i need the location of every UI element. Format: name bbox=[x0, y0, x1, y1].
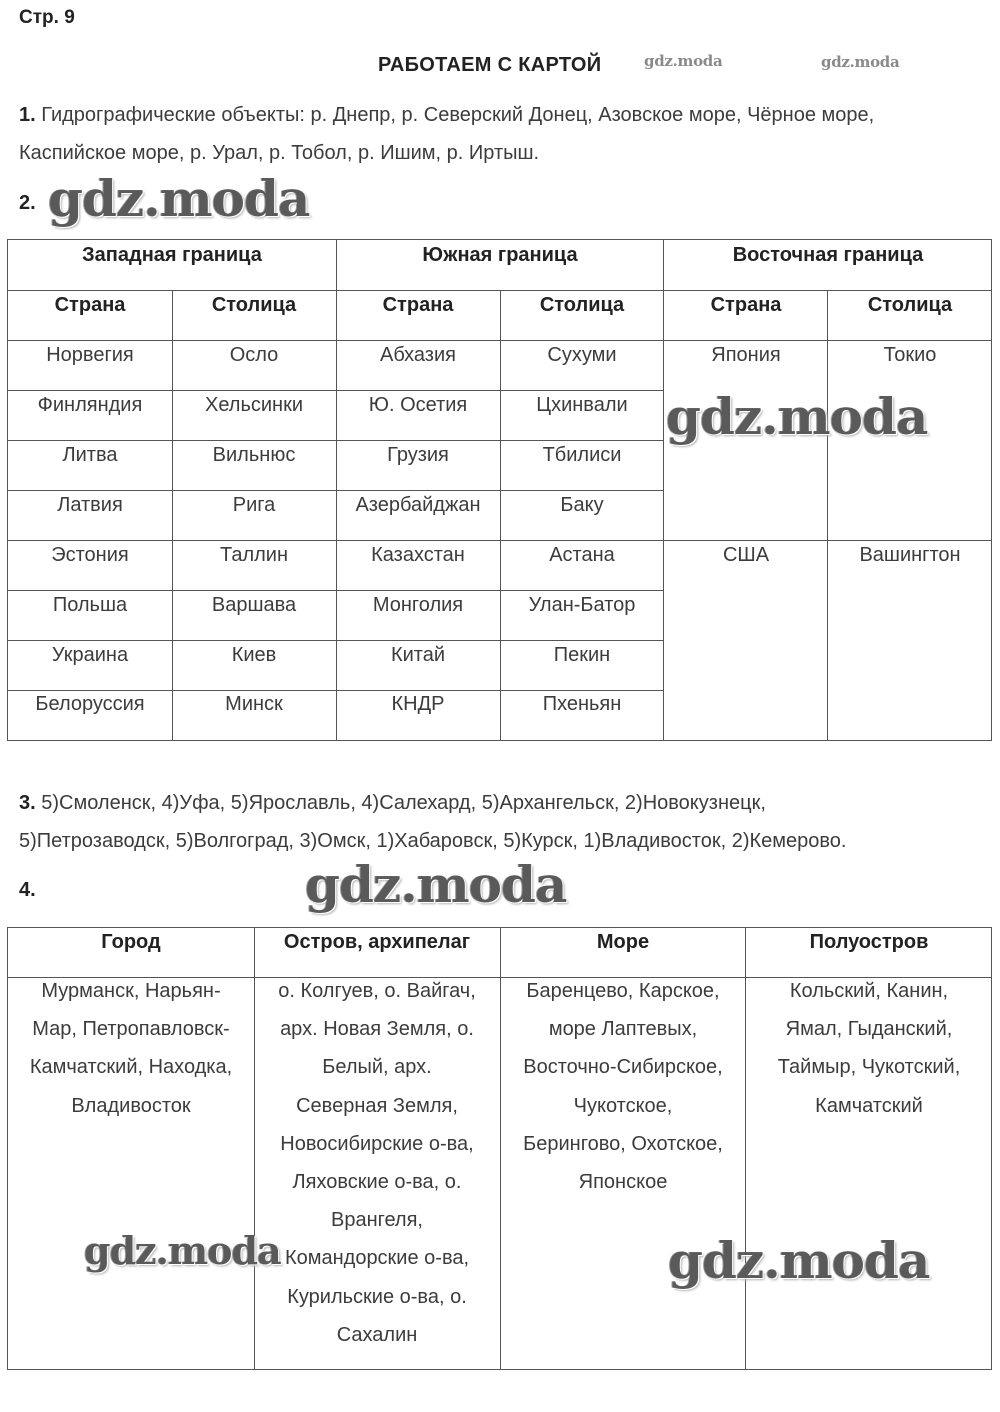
cell-line: Сахалин bbox=[336, 1323, 418, 1346]
cell-line: Баренцево, Карское, bbox=[526, 980, 720, 1002]
page-label: Стр. 9 bbox=[19, 7, 75, 28]
cell-line: Камчатский, Находка, bbox=[29, 1056, 233, 1079]
cell-line: Таймыр, Чукотский, bbox=[777, 1056, 961, 1079]
watermark: gdz.moda bbox=[644, 52, 723, 70]
table-cell: Минск bbox=[225, 693, 283, 715]
task3-line2: 5)Петрозаводск, 5)Волгоград, 3)Омск, 1)Хабаровск, 5)Курск, 1)Владивосток, 2)Кемерово. bbox=[19, 830, 847, 852]
task1-paragraph bbox=[19, 96, 994, 172]
table-cell: Астана bbox=[549, 544, 615, 566]
table-cell: Вильнюс bbox=[212, 444, 296, 466]
header-west: Западная граница bbox=[82, 244, 262, 266]
page-title: РАБОТАЕМ С КАРТОЙ bbox=[378, 54, 602, 76]
task2-number: 2. bbox=[19, 192, 36, 214]
task1-line1: Гидрографические объекты: р. Днепр, р. Северский Донец, Азовское море, Чёрное море, bbox=[41, 104, 875, 126]
watermark: gdz.moda bbox=[48, 169, 310, 228]
header-east: Восточная граница bbox=[732, 244, 924, 266]
cell-line: Берингово, Охотское, bbox=[523, 1132, 723, 1155]
table-cell: Сухуми bbox=[547, 344, 617, 366]
table-cell: Япония bbox=[711, 344, 781, 366]
table-cell: Ю. Осетия bbox=[368, 394, 468, 416]
cell-line: Северная Земля, bbox=[296, 1094, 458, 1117]
table-cell: Токио bbox=[883, 344, 937, 366]
task1-line2: Каспийское море, р. Урал, р. Тобол, р. Ишим, р. Иртыш. bbox=[19, 142, 540, 164]
watermark: gdz.moda bbox=[84, 1228, 281, 1273]
cell-line: Ляховские о-ва, о. bbox=[292, 1171, 462, 1194]
table-cell: Монголия bbox=[372, 594, 464, 616]
table-cell: Тбилиси bbox=[542, 444, 622, 466]
table-cell: Украина bbox=[51, 644, 129, 666]
table-cell: США bbox=[722, 544, 770, 566]
table-cell: Латвия bbox=[57, 494, 123, 516]
watermark: gdz.moda bbox=[668, 1231, 930, 1290]
header-island: Остров, архипелаг bbox=[283, 931, 471, 953]
table-cell: Киев bbox=[231, 644, 277, 666]
table-cell: Азербайджан bbox=[355, 494, 481, 516]
task3-paragraph bbox=[19, 784, 994, 860]
subheader-country: Страна bbox=[710, 294, 782, 316]
table-cell: Грузия bbox=[387, 444, 449, 466]
table-cell: Белоруссия bbox=[35, 693, 145, 715]
cell-line: Чукотское, bbox=[573, 1094, 673, 1117]
cell-line: Врангеля, bbox=[330, 1209, 423, 1232]
subheader-capital: Столица bbox=[539, 294, 625, 316]
objects-table bbox=[7, 927, 992, 1370]
table-cell: Финляндия bbox=[37, 394, 143, 416]
table-cell: Казахстан bbox=[371, 544, 465, 566]
table-cell: Баку bbox=[560, 494, 604, 516]
task3-line1: 5)Смоленск, 4)Уфа, 5)Ярославль, 4)Салехард, 5)Архангельск, 2)Новокузнецк, bbox=[41, 792, 766, 814]
table-cell: КНДР bbox=[391, 693, 445, 715]
borders-table bbox=[7, 239, 992, 741]
table-cell: Варшава bbox=[211, 594, 297, 616]
header-sea: Море bbox=[596, 931, 650, 953]
watermark: gdz.moda bbox=[666, 387, 928, 446]
cell-line: Белый, арх. bbox=[322, 1056, 432, 1079]
table-cell: Вашингтон bbox=[859, 544, 961, 566]
task4-number: 4. bbox=[19, 879, 36, 901]
table-cell: Таллин bbox=[220, 544, 288, 566]
cell-line: Мар, Петропавловск- bbox=[32, 1018, 230, 1041]
table-cell: Польша bbox=[52, 594, 128, 616]
cell-line: Кольский, Канин, bbox=[789, 980, 949, 1002]
cell-line: Владивосток bbox=[71, 1094, 191, 1117]
cell-line: море Лаптевых, bbox=[548, 1018, 698, 1041]
table-cell: Хельсинки bbox=[204, 394, 304, 416]
cell-line: Японское bbox=[578, 1171, 668, 1194]
table-cell: Эстония bbox=[51, 544, 129, 566]
cell-line: арх. Новая Земля, о. bbox=[280, 1018, 474, 1041]
cell-line: Командорские о-ва, bbox=[284, 1247, 470, 1270]
table-cell: Пекин bbox=[553, 644, 611, 666]
table-cell: Норвегия bbox=[46, 344, 134, 366]
cell-line: Ямал, Гыданский, bbox=[785, 1018, 953, 1041]
subheader-capital: Столица bbox=[867, 294, 953, 316]
table-cell: Пхеньян bbox=[542, 693, 622, 715]
task1-number: 1. bbox=[19, 104, 36, 126]
cell-line: Камчатский bbox=[815, 1094, 923, 1117]
header-south: Южная граница bbox=[422, 244, 578, 266]
task3-number: 3. bbox=[19, 792, 36, 814]
cell-line: о. Колгуев, о. Вайгач, bbox=[278, 980, 476, 1002]
cell-line: Курильские о-ва, о. bbox=[287, 1285, 467, 1308]
subheader-country: Страна bbox=[54, 294, 126, 316]
subheader-country: Страна bbox=[382, 294, 454, 316]
city-cell bbox=[8, 972, 254, 1125]
table-cell: Литва bbox=[62, 444, 118, 466]
subheader-capital: Столица bbox=[211, 294, 297, 316]
header-peninsula: Полуостров bbox=[809, 931, 929, 953]
table-cell: Цхинвали bbox=[536, 394, 628, 416]
island-cell bbox=[254, 972, 500, 1354]
table-cell: Абхазия bbox=[380, 344, 456, 366]
cell-line: Восточно-Сибирское, bbox=[523, 1056, 723, 1079]
sea-cell bbox=[500, 972, 746, 1201]
cell-line: Мурманск, Нарьян- bbox=[41, 980, 221, 1002]
table-cell: Осло bbox=[229, 344, 279, 366]
table-cell: Китай bbox=[390, 644, 446, 666]
table-cell: Рига bbox=[232, 494, 276, 516]
table-cell: Улан-Батор bbox=[528, 594, 636, 616]
cell-line: Новосибирские о-ва, bbox=[280, 1132, 474, 1155]
watermark: gdz.moda bbox=[821, 53, 900, 71]
header-city: Город bbox=[101, 931, 161, 953]
peninsula-cell bbox=[746, 972, 992, 1125]
watermark: gdz.moda bbox=[305, 855, 567, 914]
